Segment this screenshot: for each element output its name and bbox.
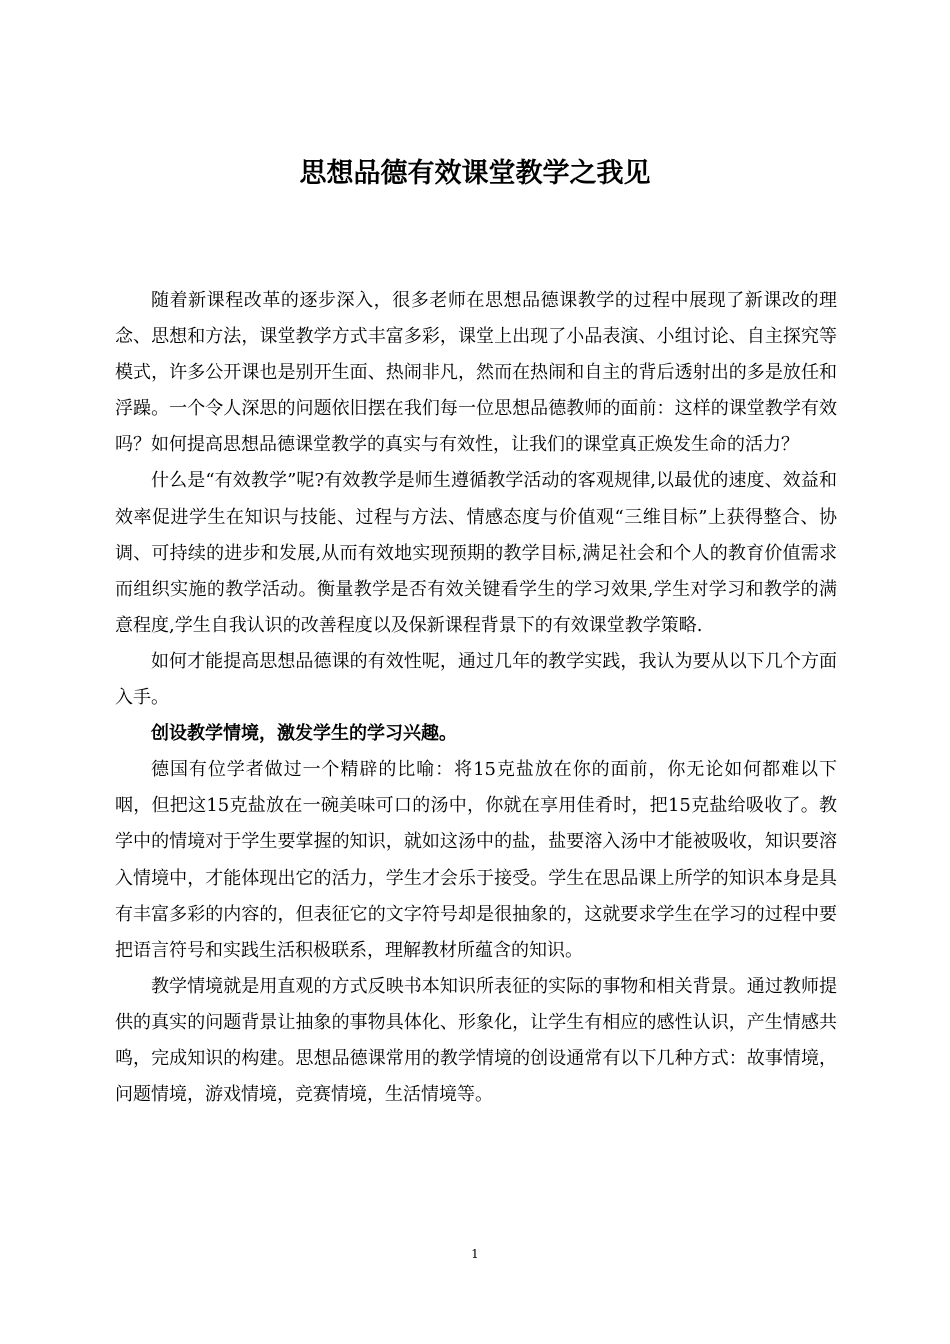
document-title: 思想品德有效课堂教学之我见: [299, 158, 651, 189]
paragraph-intro: 随着新课程改革的逐步深入，很多老师在思想品德课教学的过程中展现了新课改的理念、思想和方法，课堂教学方式丰富多彩，课堂上出现了小品表演、小组讨论、自主探究等模式，许多公开课也是别开生面、热闹非凡，然而在热闹和自主的背后透射出的多是放任和浮躁。一个令人深思的问题依旧摆在我们每一位思想品德教师的面前：这样的课堂教学有效吗？如何提高思想品德课堂教学的真实与有效性，让我们的课堂真正焕发生命的活力？: [115, 290, 837, 456]
paragraph-salt-metaphor: 德国有位学者做过一个精辟的比喻：将15克盐放在你的面前，你无论如何都难以下咽，但把这15克盐放在一碗美味可口的汤中，你就在享用佳肴时，把15克盐给吸收了。教学中的情境对于学生要掌握的知识，就如这汤中的盐，盐要溶入汤中才能被吸收，知识要溶入情境中，才能体现出它的活力，学生才会乐于接受。学生在思品课上所学的知识本身是具有丰富多彩的内容的，但表征它的文字符号却是很抽象的，这就要求学生在学习的过程中要把语言符号和实践生活积极联系，理解教材所蕴含的知识。: [115, 759, 837, 961]
paragraph-how-to-improve: 如何才能提高思想品德课的有效性呢，通过几年的教学实践，我认为要从以下几个方面入手。: [115, 650, 837, 709]
page-number: 1: [471, 1247, 479, 1261]
paragraph-effective-teaching: 什么是“有效教学”呢?有效教学是师生遵循教学活动的客观规律,以最优的速度、效益和效率促进学生在知识与技能、过程与方法、情感态度与价值观“三维目标”上获得整合、协调、可持续的进步和发展,从而有效地实现预期的教学目标,满足社会和个人的教育价值需求而组织实施的教学活动。衡量教学是否有效关键看学生的学习效果,学生对学习和教学的满意程度,学生自我认识的改善程度以及保新课程背景下的有效课堂教学策略.: [115, 470, 837, 636]
section-heading: 创设教学情境，激发学生的学习兴趣。: [151, 723, 457, 745]
document-body: [115, 283, 837, 1113]
paragraph-teaching-context: 教学情境就是用直观的方式反映书本知识所表征的实际的事物和相关背景。通过教师提供的真实的问题背景让抽象的事物具体化、形象化，让学生有相应的感性认识，产生情感共鸣，完成知识的构建。思想品德课常用的教学情境的创设通常有以下几种方式：故事情境，问题情境，游戏情境，竞赛情境，生活情境等。: [115, 975, 837, 1106]
